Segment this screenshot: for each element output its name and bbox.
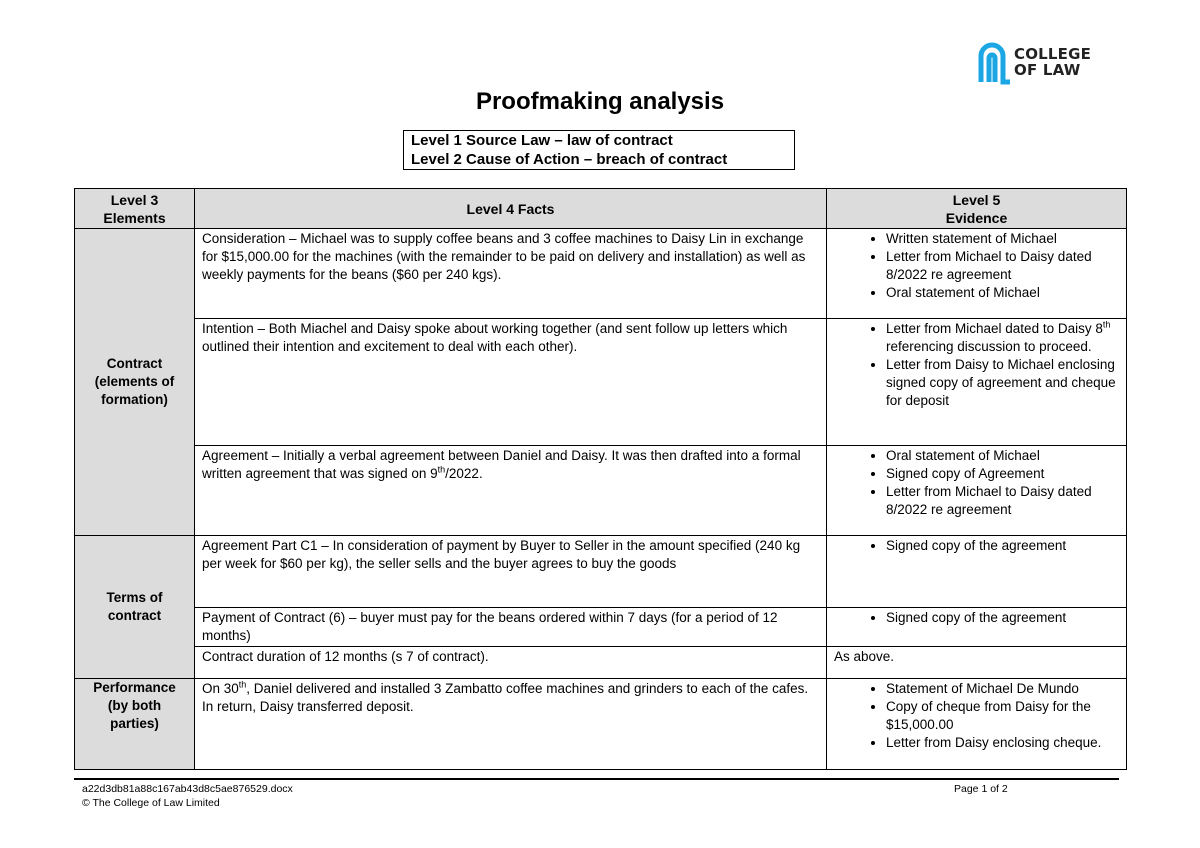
evidence-item: • Oral statement of Michael (886, 447, 1119, 465)
fact-cell: Consideration – Michael was to supply coffee beans and 3 coffee machines to Daisy Lin in exchange for $15,000.00 for the machines (with the remainder to be paid on delivery and installation) as well as weekly payments for the beans ($60 per 240 kgs). (195, 229, 827, 319)
header-elements-line-2: Elements (103, 209, 166, 226)
table-header-row (75, 189, 1127, 229)
evidence-item: • Letter from Michael dated to Daisy 8th referencing discussion to proceed. (886, 320, 1119, 356)
table-row (75, 536, 1127, 608)
table-row (75, 647, 1127, 679)
logo-mark-icon (978, 42, 1012, 86)
element-line: formation) (101, 392, 168, 407)
evidence-item: • Signed copy of the agreement (886, 537, 1119, 555)
source-law-box (403, 130, 795, 170)
element-cell-contract (75, 229, 195, 536)
logo-line-1: COLLEGE (1014, 45, 1092, 63)
evidence-cell (827, 536, 1127, 608)
header-evidence-line-2: Evidence (945, 209, 1008, 226)
header-evidence (827, 189, 1127, 229)
level-2-cause-of-action: Level 2 Cause of Action – breach of contract (411, 150, 728, 168)
footer-copyright: © The College of Law Limited (82, 797, 220, 809)
level-1-source-law: Level 1 Source Law – law of contract (411, 132, 673, 149)
evidence-item: • Statement of Michael De Mundo (886, 680, 1119, 698)
element-line: Performance (93, 680, 176, 695)
element-line: Terms of (106, 590, 163, 605)
footer-divider (74, 778, 1119, 780)
evidence-item: • Signed copy of the agreement (886, 609, 1119, 627)
element-line: (by both (107, 698, 162, 713)
header-elements-line-1: Level 3 (110, 191, 159, 208)
college-of-law-logo (978, 40, 1128, 90)
table-row (75, 446, 1127, 536)
table-row (75, 608, 1127, 647)
element-line: (elements of (94, 374, 175, 389)
table-row (75, 229, 1127, 319)
footer-page-number: Page 1 of 2 (954, 783, 1008, 795)
table-row (75, 679, 1127, 770)
evidence-item: • Copy of cheque from Daisy for the $15,000.00 (886, 698, 1119, 734)
evidence-item: • Letter from Michael to Daisy dated 8/2022 re agreement (886, 248, 1119, 284)
element-line: parties) (110, 716, 159, 731)
evidence-item: • Signed copy of Agreement (886, 465, 1119, 483)
evidence-item: • Oral statement of Michael (886, 284, 1119, 302)
element-line: contract (107, 608, 162, 623)
fact-cell: Intention – Both Miachel and Daisy spoke about working together (and sent follow up letters which outlined their intention and excitement to deal with each other). (195, 319, 827, 446)
evidence-cell (827, 446, 1127, 536)
fact-cell: Agreement – Initially a verbal agreement between Daniel and Daisy. It was then drafted into a formal written agreement that was signed on 9th/2022. (195, 446, 827, 536)
fact-cell: Contract duration of 12 months (s 7 of contract). (195, 647, 827, 679)
fact-cell: On 30th, Daniel delivered and installed 3 Zambatto coffee machines and grinders to each of the cafes. In return, Daisy transferred deposit. (195, 679, 827, 770)
fact-cell: Agreement Part C1 – In consideration of payment by Buyer to Seller in the amount specified (240 kg per week for $60 per kg), the seller sells and the buyer agrees to buy the goods (195, 536, 827, 608)
evidence-cell (827, 319, 1127, 446)
fact-cell: Payment of Contract (6) – buyer must pay for the beans ordered within 7 days (for a period of 12 months) (195, 608, 827, 647)
evidence-cell: As above. (827, 647, 1127, 679)
proofmaking-table (74, 188, 1127, 770)
page-title: Proofmaking analysis (475, 88, 725, 115)
evidence-cell (827, 608, 1127, 647)
evidence-cell (827, 679, 1127, 770)
evidence-item: • Letter from Daisy to Michael enclosing signed copy of agreement and cheque for deposit (886, 356, 1119, 410)
footer-filename: a22d3db81a88c167ab43d8c5ae876529.docx (82, 783, 293, 795)
evidence-item: • Written statement of Michael (886, 230, 1119, 248)
header-elements (75, 189, 195, 229)
table-row (75, 319, 1127, 446)
evidence-item: • Letter from Michael to Daisy dated 8/2022 re agreement (886, 483, 1119, 519)
element-line: Contract (106, 356, 163, 371)
evidence-cell (827, 229, 1127, 319)
header-facts: Level 4 Facts (195, 189, 827, 229)
evidence-item: • Letter from Daisy enclosing cheque. (886, 734, 1119, 752)
element-cell-terms (75, 536, 195, 679)
logo-line-2: OF LAW (1014, 61, 1081, 79)
element-cell-performance (75, 679, 195, 770)
header-evidence-line-1: Level 5 (952, 191, 1001, 208)
